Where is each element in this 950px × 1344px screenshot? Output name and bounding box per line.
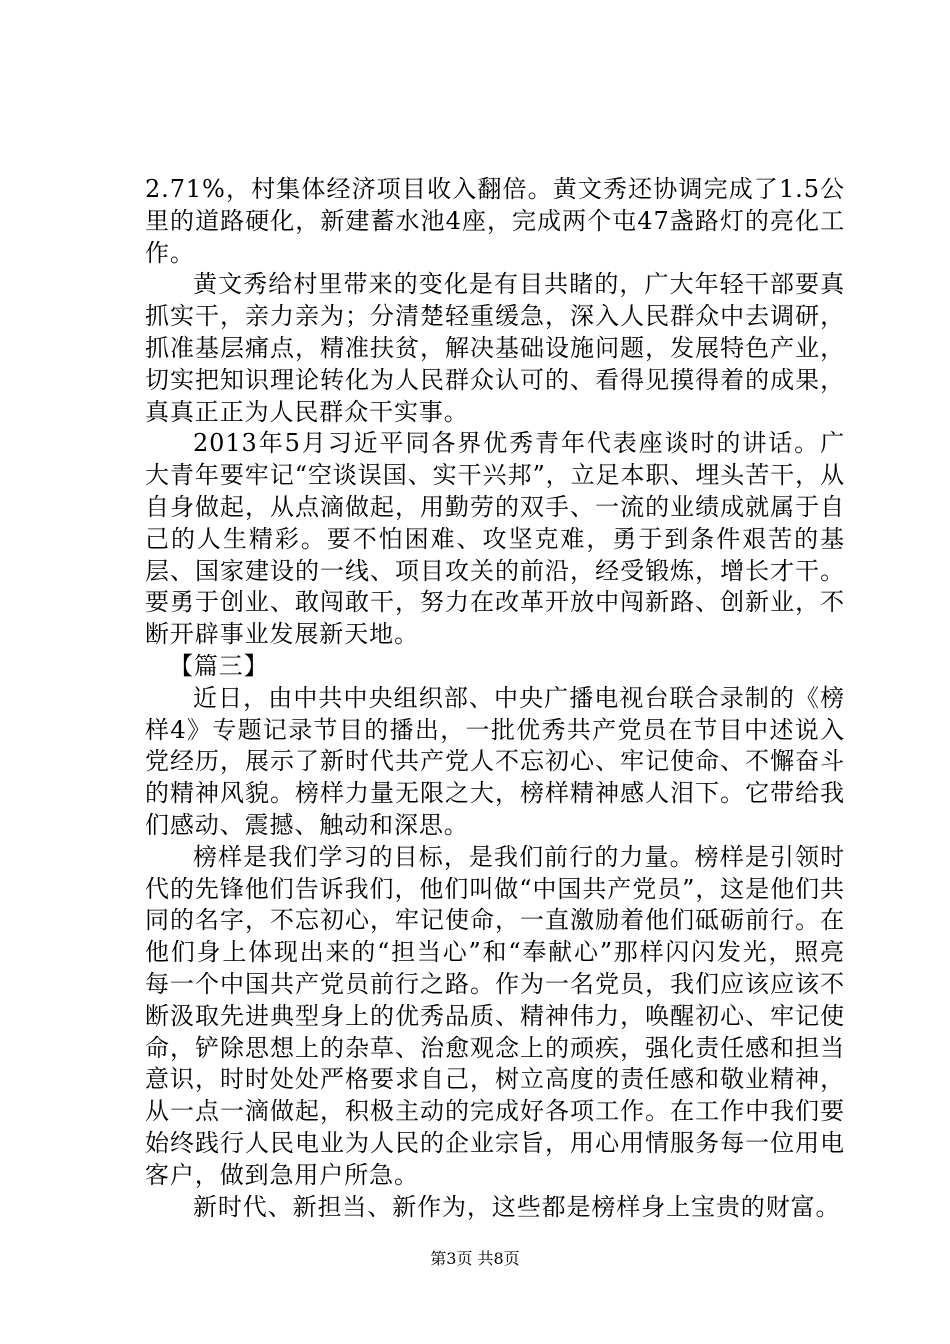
document-body bbox=[145, 174, 845, 1223]
paragraph-huang-wenxiu: 黄文秀给村里带来的变化是有目共睹的，广大年轻干部要真抓实干，亲力亲为；分清楚轻重缓急，深入人民群众中去调研，抓准基层痛点，精准扶贫，解决基础设施问题，发展特色产业，切实把知识理论转化为人民群众认可的、看得见摸得着的成果，真真正正为人民群众干实事。 bbox=[145, 270, 845, 426]
paragraph-continued: 2.71%，村集体经济项目收入翻倍。黄文秀还协调完成了1.5公里的道路硬化，新建蓄水池4座，完成两个屯47盏路灯的亮化工作。 bbox=[145, 175, 845, 267]
paragraph-new-era: 新时代、新担当、新作为，这些都是榜样身上宝贵的财富。 bbox=[193, 1192, 841, 1221]
page-footer: 第3页 共8页 bbox=[430, 1249, 520, 1268]
section-heading: 【篇三】 bbox=[169, 651, 269, 680]
paragraph-bangyang-intro: 近日，由中共中央组织部、中央广播电视台联合录制的《榜样4》专题记录节目的播出，一批优秀共产党员在节目中述说入党经历，展示了新时代共产党人不忘初心、牢记使命、不懈奋斗的精神风貌。榜样力量无限之大，榜样精神感人泪下。它带给我们感动、震撼、触动和深思。 bbox=[145, 683, 845, 839]
paragraph-bangyang-role-model: 榜样是我们学习的目标，是我们前行的力量。榜样是引领时代的先锋他们告诉我们，他们叫做“中国共产党员”，这是他们共同的名字，不忘初心，牢记使命，一直激励着他们砥砺前行。在他们身上体现出来的“担当心”和“奉献心”那样闪闪发光，照亮每一个中国共产党员前行之路。作为一名党员，我们应该应该不断汲取先进典型身上的优秀品质、精神伟力，唤醒初心、牢记使命，铲除思想上的杂草、治愈观念上的顽疾，强化责任感和担当意识，时时处处严格要求自己，树立高度的责任感和敬业精神，从一点一滴做起，积极主动的完成好各项工作。在工作中我们要始终践行人民电业为人民的企业宗旨，用心用情服务每一位用电客户，做到急用户所急。 bbox=[145, 842, 845, 1189]
paragraph-speech-2013: 2013年5月习近平同各界优秀青年代表座谈时的讲话。广大青年要牢记“空谈误国、实干兴邦”，立足本职、埋头苦干，从自身做起，从点滴做起，用勤劳的双手、一流的业绩成就属于自己的人生精彩。要不怕困难、攻坚克难，勇于到条件艰苦的基层、国家建设的一线、项目攻关的前沿，经受锻炼，增长才干。要勇于创业、敢闯敢干，努力在改革开放中闯新路、创新业，不断开辟事业发展新天地。 bbox=[145, 429, 845, 649]
